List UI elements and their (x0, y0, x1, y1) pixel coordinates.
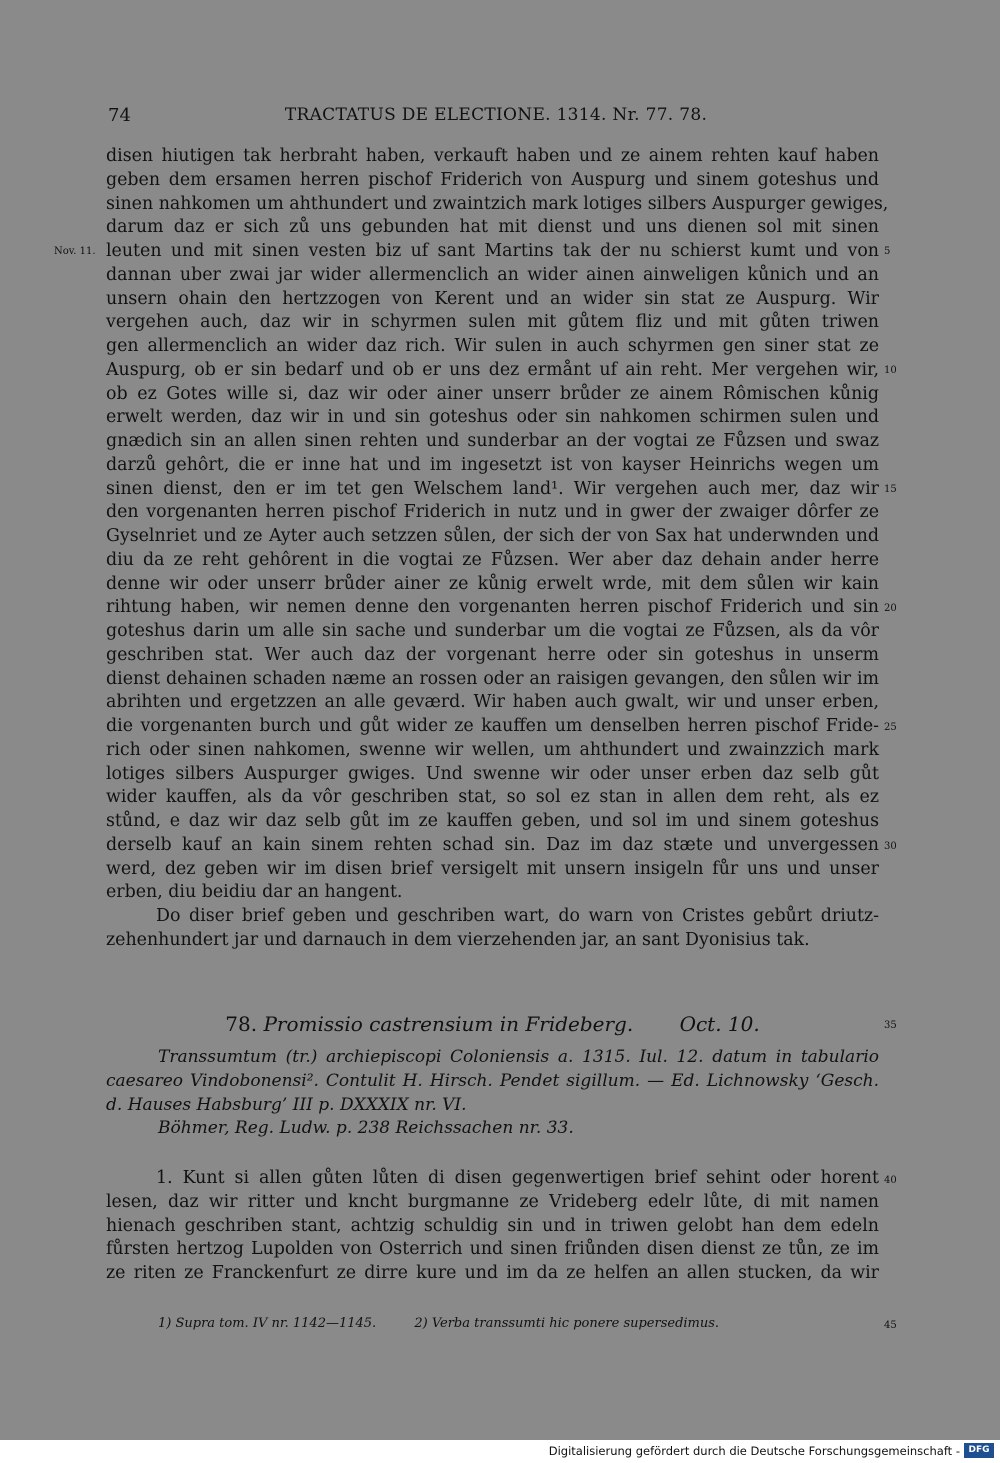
line-number: 15 (884, 484, 897, 495)
text-line: sinen dienst, den er im tet gen Welschem land¹. Wir vergehen auch mer, daz wir (106, 478, 879, 499)
margin-date-note: Nov. 11. (54, 246, 96, 257)
text-line: geben dem ersamen herren pischof Friderich von Auspurg und sinem goteshus und (106, 169, 879, 190)
line-number: 35 (884, 1020, 897, 1031)
text-line: sinen nahkomen um ahthundert und zwaintzich mark lotiges silbers Auspurger gewiges, (106, 193, 889, 214)
text-line: 1. Kunt si allen gůten lůten di disen gegenwertigen brief sehint oder horent (156, 1168, 879, 1188)
text-line: den vorgenanten herren pischof Friderich in nutz und in gwer der zwaiger dôrfer ze (106, 502, 879, 523)
text-line: die vorgenanten burch und gůt wider ze kauffen um denselben herren pischof Fride- (106, 716, 879, 736)
text-line: gen allermenclich an wider daz rich. Wir sulen in auch schyrmen gen siner stat ze (106, 336, 879, 356)
text-line: vergehen auch, daz wir in schyrmen sulen mit gůtem fliz und mit gůten triwen (106, 312, 879, 333)
text-line: rich oder sinen nahkomen, swenne wir wellen, um ahthundert und zwainzzich mark (106, 739, 879, 760)
text-line: darzů gehôrt, die er inne hat und im ingesetzt ist von kayser Heinrichs wegen um (106, 454, 879, 475)
text-line: disen hiutigen tak herbraht haben, verkauft haben und ze ainem rehten kauf haben (106, 146, 879, 166)
line-number: 5 (884, 246, 891, 257)
doc78-title-text: Promissio castrensium in Frideberg. (263, 1012, 634, 1036)
page-number: 74 (108, 105, 131, 126)
text-line: ze riten ze Franckenfurt ze dirre kure und im da ze helfen an allen stucken, da wir (106, 1263, 879, 1283)
line-number: 30 (884, 841, 897, 852)
text-line: goteshus darin um alle sin sache und sunderbar um die vogtai ze Fůzsen, als da vôr (106, 621, 879, 641)
closing-line: zehenhundert jar und darnauch in dem vierzehenden jar, an sant Dyonisius tak. (106, 929, 810, 950)
text-line: dannan uber zwai jar wider allermenclich an wider ainen ainweligen kůnich und an (106, 264, 879, 285)
text-line: wider kauffen, als da vôr geschriben stat, so sol ez stan in allen dem reht, als ez (106, 787, 879, 808)
running-title: TRACTATUS DE ELECTIONE. 1314. Nr. 77. 78. (284, 105, 708, 125)
text-line: derselb kauf an kain sinem rehten schad sin. Daz im daz stæte und unvergessen (106, 834, 879, 855)
line-number: 20 (884, 603, 897, 614)
text-line: fůrsten hertzog Lupolden von Osterrich und sinen friůnden disen dienst ze tůn, ze im (106, 1239, 879, 1260)
text-line: Auspurg, ob er sin bedarf und ob er uns dez ermånt uf ain reht. Mer vergehen wir, (106, 359, 879, 380)
text-line: diu da ze reht gehôrent in die vogtai ze Fůzsen. Wer aber daz dehain ander herre (106, 549, 879, 570)
dfg-logo-icon: DFG (964, 1443, 994, 1458)
regest-reference: Böhmer, Reg. Ludw. p. 238 Reichssachen nr. 33. (158, 1118, 574, 1139)
line-number: 10 (884, 365, 897, 376)
closing-line: Do diser brief geben und geschriben wart, do warn von Cristes gebůrt driutz- (156, 906, 879, 926)
text-line: erben, diu beidiu dar an hangent. (106, 882, 403, 903)
text-line: stůnd, e daz wir daz selb gůt im ze kauffen geben, und sol im und sinem goteshus (106, 811, 879, 831)
page-header (108, 103, 884, 129)
text-line: ob ez Gotes wille si, daz wir oder ainer unserr brůder ze ainem Rômischen kůnig (106, 383, 879, 404)
source-line: d. Hauses Habsburg’ III p. DXXXIX nr. VI. (106, 1094, 467, 1115)
text-line: unsern ohain den hertzzogen von Kerent und an wider sin stat ze Auspurg. Wir (106, 288, 879, 309)
footnotes (158, 1316, 753, 1331)
doc78-text (106, 1167, 879, 1286)
text-line: geschriben stat. Wer auch daz der vorgenant herre oder sin goteshus in unserm (106, 644, 879, 665)
doc78-source-notes (106, 1046, 879, 1141)
footnote-2: 2) Verba transsumti hic ponere supersedimus. (414, 1316, 720, 1331)
doc78-title (106, 1012, 879, 1036)
text-line: lesen, daz wir ritter und kncht burgmanne ze Vrideberg edelr lůte, di mit namen (106, 1191, 879, 1212)
doc77-text (106, 145, 889, 953)
line-number: 25 (884, 722, 897, 733)
line-number: 40 (884, 1175, 897, 1186)
text-line: dienst dehainen schaden næme an rossen oder an raisigen gevangen, den sůlen wir im (106, 668, 879, 689)
line-number: 45 (884, 1320, 897, 1331)
source-line: caesareo Vindobonensi². Contulit H. Hirsch. Pendet sigillum. — Ed. Lichnowsky ‘Gesch. (106, 1070, 879, 1091)
funding-footer (0, 1440, 1000, 1463)
doc78-number: 78. (225, 1012, 258, 1036)
text-line: rihtung haben, wir nemen denne den vorgenanten herren pischof Friderich und sin (106, 597, 879, 618)
text-line: abrihten und ergetzzen an alle geværd. Wir haben auch gwalt, wir und unser erben, (106, 692, 879, 713)
text-line: darum daz er sich zů uns gebunden hat mit dienst und uns dienen sol mit sinen (106, 217, 879, 238)
doc78-date: Oct. 10. (679, 1012, 760, 1036)
text-line: leuten und mit sinen vesten biz uf sant Martins tak der nu schierst kumt und von (106, 241, 879, 261)
text-line: hienach geschriben stant, achtzig schuldig sin und in triwen gelobt han dem edeln (106, 1215, 879, 1236)
funding-credit: Digitalisierung gefördert durch die Deutsche Forschungsgemeinschaft - (548, 1444, 960, 1458)
text-line: Gyselnriet und ze Ayter auch setzzen sůlen, der sich der von Sax hat underwnden und (106, 526, 879, 546)
text-line: lotiges silbers Auspurger gwiges. Und swenne wir oder unser erben daz selb gůt (106, 763, 879, 784)
source-line: Transsumtum (tr.) archiepiscopi Coloniensis a. 1315. Iul. 12. datum in tabulario (158, 1047, 879, 1067)
text-line: werd, dez geben wir im disen brief versigelt mit unsern insigeln fůr uns und unser (106, 858, 879, 879)
text-line: erwelt werden, daz wir in und sin goteshus oder sin nahkomen schirmen sulen und (106, 407, 879, 428)
text-line: gnædich sin an allen sinen rehten und sunderbar an der vogtai ze Fůzsen und swaz (106, 431, 879, 451)
footnote-1: 1) Supra tom. IV nr. 1142—1145. (158, 1316, 377, 1331)
text-line: denne wir oder unserr brůder ainer ze kůnig erwelt wrde, mit dem sůlen wir kain (106, 573, 879, 594)
